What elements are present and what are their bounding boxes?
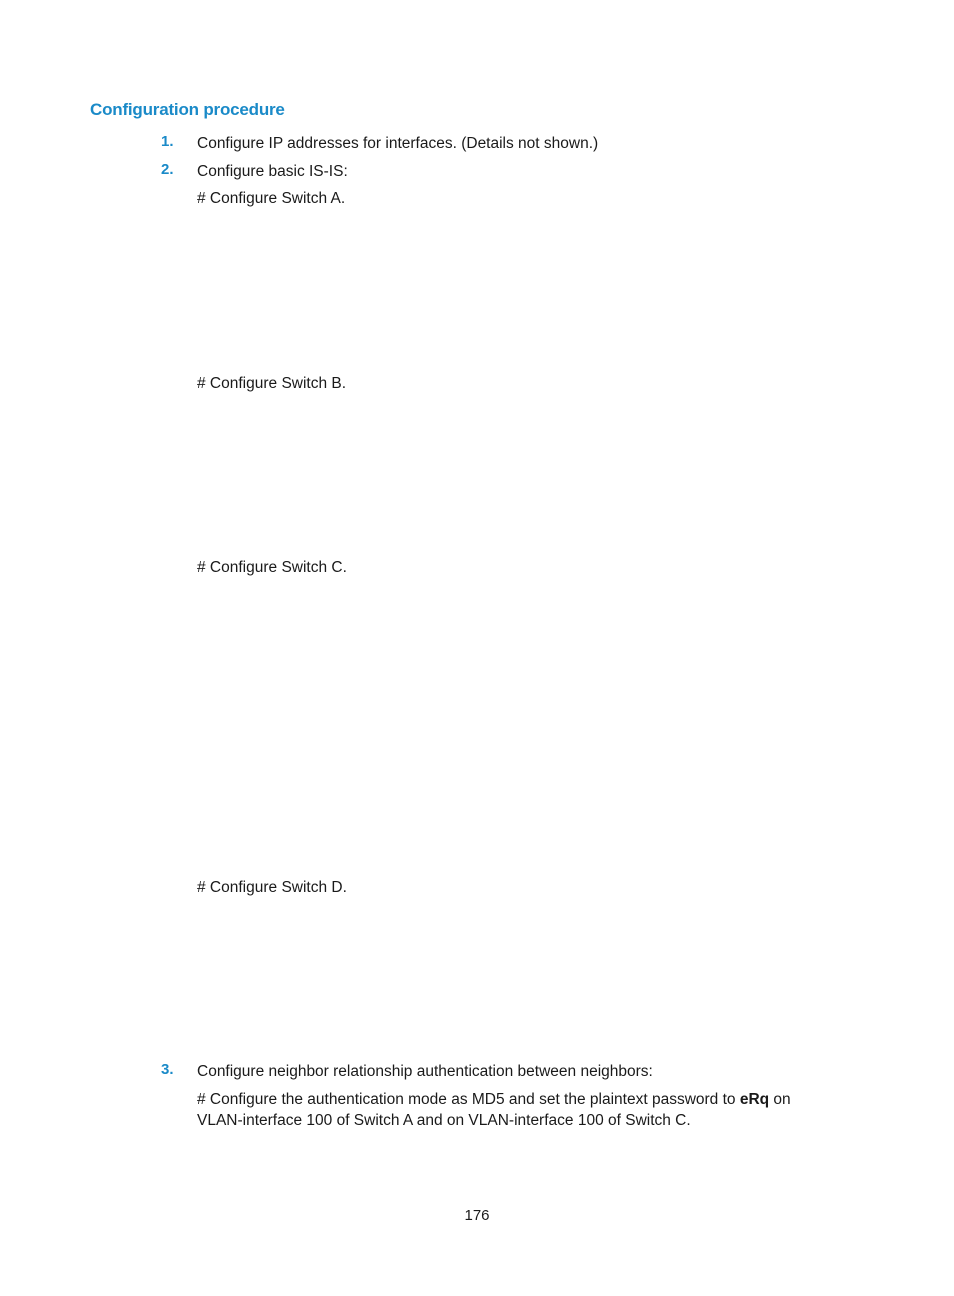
note-switch-c: # Configure Switch C. (197, 559, 347, 576)
step-text-2: Configure basic IS-IS: (197, 163, 348, 180)
note-switch-b: # Configure Switch B. (197, 375, 347, 392)
auth-paragraph (197, 1089, 817, 1131)
auth-password: eRq (739, 1091, 770, 1108)
section-title: Configuration procedure (90, 100, 285, 119)
step-text-3: Configure neighbor relationship authentication between neighbors: (197, 1063, 653, 1080)
note-switch-a: # Configure Switch A. (197, 190, 346, 207)
note-switch-d: # Configure Switch D. (197, 879, 347, 896)
page-number: 176 (464, 1207, 490, 1224)
auth-text-before: # Configure the authentication mode as MD5 and set the plaintext password to (197, 1091, 740, 1108)
step-number-3: 3. (161, 1061, 174, 1078)
auth-text-after: on VLAN-interface 100 of Switch A and on VLAN-interface 100 of Switch C. (197, 1091, 791, 1129)
step-number-2: 2. (161, 161, 174, 178)
step-number-1: 1. (161, 133, 174, 150)
step-text-1: Configure IP addresses for interfaces. (Details not shown.) (197, 135, 599, 152)
